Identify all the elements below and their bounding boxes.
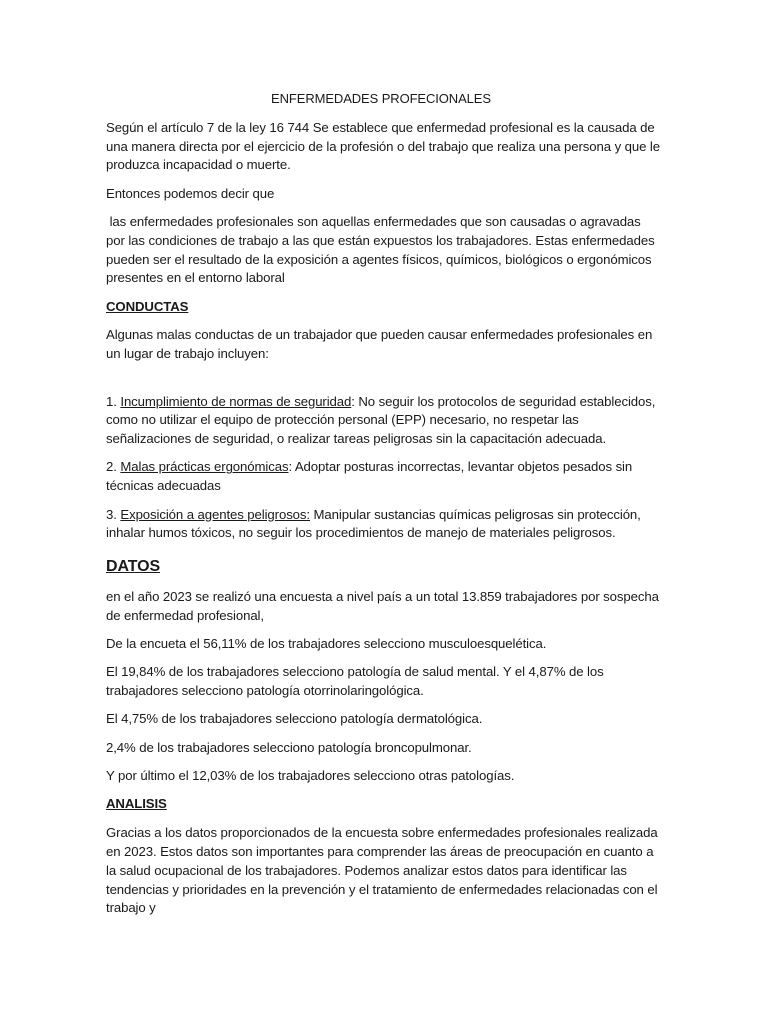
datos-paragraph: El 19,84% de los trabajadores selecciono patología de salud mental. Y el 4,87% de los trabajadores selecciono patología otorrinolaringológica. — [106, 664, 604, 699]
datos-paragraph: De la encueta el 56,11% de los trabajadores selecciono musculoesquelética. — [106, 636, 547, 652]
spacer — [106, 374, 662, 393]
item-label: Malas prácticas ergonómicas — [120, 459, 289, 475]
conductas-heading: CONDUCTAS — [106, 298, 189, 314]
analisis-paragraph: Gracias a los datos proporcionados de la encuesta sobre enfermedades profesionales realizada en 2023. Estos datos son importantes para comprender las áreas de preocupación en cuanto a la salud ocupacional de los trabajadores. Podemos analizar estos datos para identificar las tendencias y prioridades en la prevención y el tratamiento de enfermedades relacionadas con el trabajo y — [106, 825, 658, 916]
datos-paragraph: en el año 2023 se realizó una encuesta a nivel país a un total 13.859 trabajadores por sospecha de enfermedad profesional, — [106, 588, 659, 623]
conductas-intro: Algunas malas conductas de un trabajador que pueden causar enfermedades profesionales en un lugar de trabajo incluyen: — [106, 327, 653, 362]
item-label: Incumplimiento de normas de seguridad — [120, 393, 352, 409]
datos-heading: DATOS — [106, 558, 161, 576]
item-number: 1. — [106, 393, 121, 409]
datos-paragraph: El 4,75% de los trabajadores selecciono patología dermatológica. — [106, 711, 483, 727]
item-text: : No seguir los protocolos de seguridad establecidos, como no utilizar el equipo de protección personal (EPP) necesario, no respetar las señalizaciones de seguridad, o realizar tareas peligrosas sin la capacitación adecuada. — [106, 393, 659, 447]
datos-paragraph: Y por último el 12,03% de los trabajadores selecciono otras patologías. — [106, 768, 515, 784]
definition-paragraph: las enfermedades profesionales son aquellas enfermedades que son causadas o agravadas por las condiciones de trabajo a las que están expuestos los trabajadores. Estas enfermedades pueden ser el resultado de la exposición a agentes físicos, químicos, biológicos o ergonómicos presentes en el entorno laboral — [106, 213, 659, 286]
document-body — [106, 90, 662, 928]
item-text: : Adoptar posturas incorrectas, levantar objetos pesados sin técnicas adecuadas — [106, 459, 636, 494]
conducta-item-1 — [106, 393, 662, 449]
item-number: 2. — [106, 459, 121, 475]
item-text: Manipular sustancias químicas peligrosas sin protección, inhalar humos tóxicos, no seguir los procedimientos de manejo de materiales peligrosos. — [106, 506, 645, 541]
conducta-item-3 — [106, 506, 662, 544]
lead-paragraph: Entonces podemos decir que — [106, 185, 275, 201]
analisis-heading: ANALISIS — [106, 796, 167, 812]
item-label: Exposición a agentes peligrosos: — [120, 506, 310, 522]
datos-paragraph: 2,4% de los trabajadores selecciono patología broncopulmonar. — [106, 739, 472, 755]
conducta-item-2 — [106, 458, 662, 496]
item-number: 3. — [106, 506, 121, 522]
document-title: ENFERMEDADES PROFECIONALES — [271, 91, 491, 106]
intro-paragraph: Según el artículo 7 de la ley 16 744 Se establece que enfermedad profesional es la causada de una manera directa por el ejercicio de la profesión o del trabajo que realiza una persona y que le produzca incapacidad o muerte. — [106, 119, 660, 173]
